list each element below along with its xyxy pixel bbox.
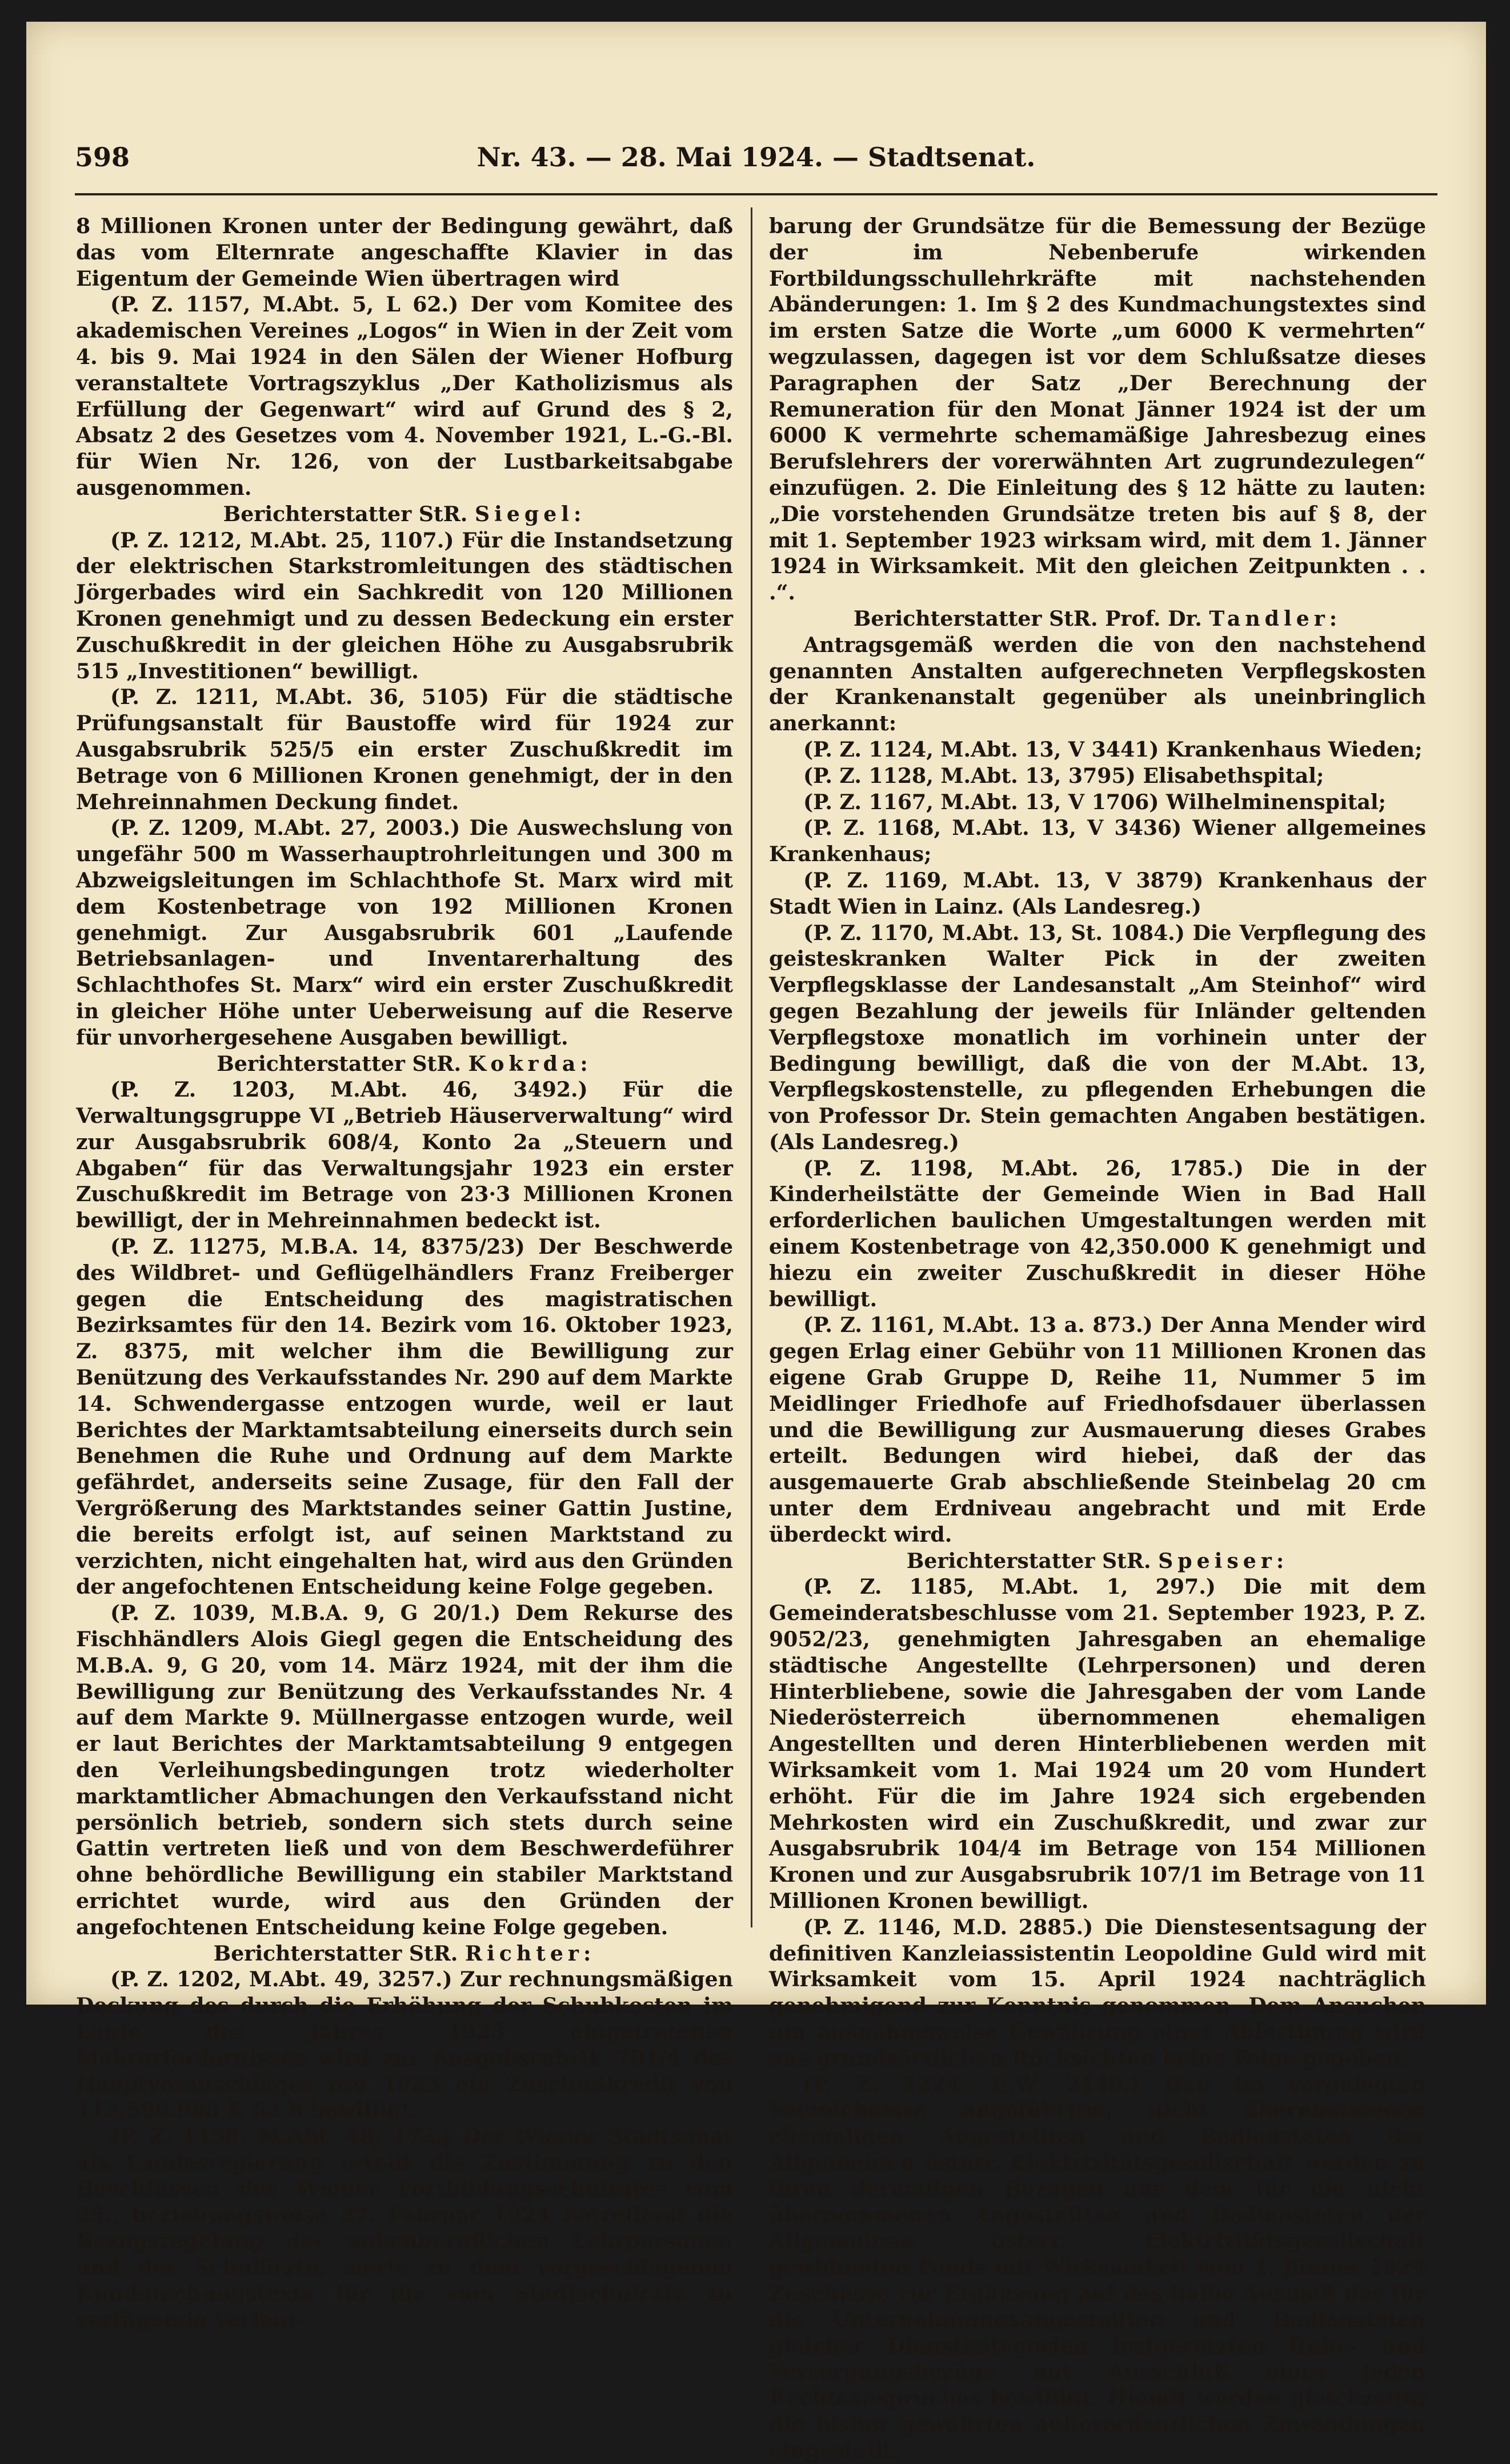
reporter-name: Siegel:	[475, 501, 586, 526]
paragraph: (P. Z. 1146, M.D. 2885.) Die Dienstesentsagung der definitiven Kanzleiassistentin Leopoldine Guld wird mit Wirksamkeit vom 15. April 1924 nachträglich genehmigend zur Kenntnis genommen. Dem Ansuchen um ausnahmsweise Gewährung einer Abfertigung wird aus grundsätzlichen Rücksichten keine Folge gegeben.	[769, 1914, 1426, 2070]
column-separator	[751, 207, 752, 1927]
paragraph: (P. Z. 1039, M.B.A. 9, G 20/1.) Dem Rekurse des Fischhändlers Alois Giegl gegen die Entscheidung des M.B.A. 9, G 20, vom 14. März 1924, mit der ihm die Bewilligung zur Benützung des Verkaufsstandes Nr. 4 auf dem Markte 9. Müllnergasse entzogen wurde, weil er laut Berichtes der Marktamtsabteilung 9 entgegen den Verleihungsbedingungen trotz wiederholter marktamtlicher Abmachungen den Verkaufsstand nicht persönlich betrieb, sondern sich stets durch seine Gattin vertreten ließ und von dem Beschwerdeführer ohne behördliche Bewilligung ein stabiler Marktstand errichtet wurde, wird aus den Gründen der angefochtenen Entscheidung keine Folge gegeben.	[76, 1601, 733, 1939]
reporter-heading	[769, 606, 1426, 632]
reporter-heading	[76, 1941, 733, 1967]
header-rule	[75, 193, 1437, 195]
reporter-label: Berichterstatter StR. Prof. Dr.	[853, 606, 1202, 631]
paragraph: (P. Z. 1168, M.Abt. 13, V 3436) Wiener allgemeines Krankenhaus;	[769, 815, 1426, 867]
left-column	[76, 213, 733, 2333]
newspaper-page	[26, 22, 1486, 2463]
paragraph: (P. Z. 1203, M.Abt. 46, 3492.) Für die Verwaltungsgruppe VI „Betrieb Häuserverwaltung“ wird zur Ausgabsrubrik 608/4, Konto 2a „Steuern und Abgaben“ für das Verwaltungsjahr 1923 ein erster Zuschußkredit im Betrage von 23·3 Millionen Kronen bewilligt, der in Mehreinnahmen bedeckt ist.	[76, 1077, 733, 1233]
paragraph: (P. Z. 1167, M.Abt. 13, V 1706) Wilhelminenspital;	[803, 789, 1386, 814]
reporter-label: Berichterstatter StR.	[217, 1051, 462, 1076]
paragraph: (P. Z. 1170, M.Abt. 13, St. 1084.) Die Verpflegung des geisteskranken Walter Pick in der zweiten Verpflegsklasse der Landesanstalt „Am Steinhof“ wird gegen Bezahlung der jeweils für Inländer geltenden Verpflegstoxe monatlich im vorhinein unter der Bedingung bewilligt, daß die von der M.Abt. 13, Verpflegskostenstelle, zu pflegenden Erhebungen die von Professor Dr. Stein gemachten Angaben bestätigen. (Als Landesreg.)	[769, 920, 1426, 1154]
right-column	[769, 213, 1426, 2464]
paragraph: (P. Z. 1185, M.Abt. 1, 297.) Die mit dem Gemeinderatsbeschlusse vom 21. September 1923, P. Z. 9052/23, genehmigten Jahresgaben an ehemalige städtische Angestellte (Lehrpersonen) und deren Hinterbliebene, sowie die Jahresgaben der vom Lande Niederösterreich übernommenen ehemaligen Angestellten und deren Hinterbliebenen werden mit Wirksamkeit vom 1. Mai 1924 um 20 vom Hundert erhöht. Für die im Jahre 1924 sich ergebenden Mehrkosten wird ein Zuschußkredit, und zwar zur Ausgabsrubrik 104/4 im Betrage von 154 Millionen Kronen und zur Ausgabsrubrik 107/1 im Betrage von 11 Millionen Kronen bewilligt.	[769, 1574, 1426, 1913]
reporter-heading	[76, 1051, 733, 1077]
reporter-label: Berichterstatter StR.	[213, 1941, 458, 1966]
paragraph: (P. Z. 1157, M.Abt. 5, L 62.) Der vom Komitee des akademischen Vereines „Logos“ in Wien in der Zeit vom 4. bis 9. Mai 1924 in den Sälen der Wiener Hofburg veranstaltete Vortragszyklus „Der Katholizismus als Erfüllung der Gegenwart“ wird auf Grund des § 2, Absatz 2 des Gesetzes vom 4. November 1921, L.-G.-Bl. für Wien Nr. 126, von der Lustbarkeitsabgabe ausgenommen.	[76, 292, 733, 500]
paragraph: (P. Z. 1202, M.Abt. 49, 3257.) Zur rechnungsmäßigen Deckung des durch die Erhöhung der Schubkosten im Laufe des Jahres 1923 eingetretenen Mehrerfordernisses wird zur Ausgabsrubrik 701/4 des Hauptvoranschlages pro 1923 ein Zuschußkredit von 112,590.988 K 62 h bewilligt.	[76, 1967, 733, 2123]
paragraph: Antragsgemäß werden die von den nachstehend genannten Anstalten aufgerechneten Verpflegskosten der Krankenanstalt gegenüber als uneinbringlich anerkannt:	[769, 632, 1426, 736]
reporter-heading	[769, 1548, 1426, 1574]
paragraph: (P. Z. 1212, M.Abt. 25, 1107.) Für die Instandsetzung der elektrischen Starkstromleitungen des städtischen Jörgerbades wird ein Sachkredit von 120 Millionen Kronen genehmigt und zu dessen Bedeckung ein erster Zuschußkredit in der gleichen Höhe zu Ausgabsrubrik 515 „Investitionen“ bewilligt.	[76, 527, 733, 683]
paragraph: (P. Z. 11275, M.B.A. 14, 8375/23) Der Beschwerde des Wildbret- und Geflügelhändlers Franz Freiberger gegen die Entscheidung des magistratischen Bezirksamtes für den 14. Bezirk vom 16. Oktober 1923, Z. 8375, mit welcher ihm die Bewilligung zur Benützung des Verkaufsstandes Nr. 290 auf dem Markte 14. Schwendergasse entzogen wurde, weil er laut Berichtes der Marktamtsabteilung einerseits durch sein Benehmen die Ruhe und Ordnung auf dem Markte gefährdet, anderseits seine Zusage, für den Fall der Vergrößerung des Marktstandes seiner Gattin Justine, die bereits erfolgt ist, auf seinen Marktstand zu verzichten, nicht eingehalten hat, wird aus den Gründen der angefochtenen Entscheidung keine Folge gegeben.	[76, 1234, 733, 1599]
paragraph: (P. Z. 1169, M.Abt. 13, V 3879) Krankenhaus der Stadt Wien in Lainz. (Als Landesreg.)	[769, 867, 1426, 919]
paragraph: barung der Grundsätze für die Bemessung der Bezüge der im Nebenberufe wirkenden Fortbildungsschullehrkräfte mit nachstehenden Abänderungen: 1. Im § 2 des Kundmachungstextes sind im ersten Satze die Worte „um 6000 K vermehrten“ wegzulassen, dagegen ist vor dem Schlußsatze dieses Paragraphen der Satz „Der Berechnung der Remuneration für den Monat Jänner 1924 ist der um 6000 K vermehrte schemamäßige Jahresbezug eines Berufslehrers der vorerwähnten Art zugrundezulegen“ einzufügen. 2. Die Einleitung des § 12 hätte zu lauten: „Die vorstehenden Grundsätze treten bis auf § 8, der mit 1. September 1923 wirksam wird, mit dem 1. Jänner 1924 in Wirksamkeit. Mit den gleichen Zeitpunkten . . .“.	[769, 214, 1426, 605]
paragraph: (P. Z. 1209, M.Abt. 27, 2003.) Die Auswechslung von ungefähr 500 m Wasserhauptrohrleitungen und 300 m Abzweigsleitungen im Schlachthofe St. Marx wird mit dem Kostenbetrage von 192 Millionen Kronen genehmigt. Zur Ausgabsrubrik 601 „Laufende Betriebsanlagen- und Inventarerhaltung des Schlachthofes St. Marx“ wird ein erster Zuschußkredit in gleicher Höhe unter Ueberweisung auf die Reserve für unvorhergesehene Ausgaben bewilligt.	[76, 815, 733, 1050]
page-number: 598	[75, 142, 130, 173]
paragraph: (P. Z. 1161, M.Abt. 13 a. 873.) Der Anna Mender wird gegen Erlag einer Gebühr von 11 Millionen Kronen das eigene Grab Gruppe D, Reihe 11, Nummer 5 im Meidlinger Friedhofe auf Friedhofsdauer überlassen und die Bewilligung zur Ausmauerung dieses Grabes erteilt. Bedungen wird hiebei, daß der das ausgemauerte Grab abschließende Steinbelag 20 cm unter dem Erdniveau angebracht und mit Erde überdeckt wird.	[769, 1313, 1426, 1547]
paragraph: 8 Millionen Kronen unter der Bedingung gewährt, daß das vom Elternrate angeschaffte Klavier in das Eigentum der Gemeinde Wien übertragen wird	[76, 214, 733, 291]
reporter-name: Speiser:	[1158, 1548, 1289, 1573]
reporter-name: Kokrda:	[468, 1051, 592, 1076]
paragraph: (P. Z. 1224, E.W. 2149.) Den im vorgelegten Verzeichnisse angeführten, nicht übernommenen ehemaligen Angestellten und Bediensteten der Allgemeinen österr. Elektrizitätsgesellschaft werden zu ihren dermaligen Bezügen aus dem für die nicht übernommenen Angestellten und Bediensteten der Allgemeinen österr. Elektrizitätsgesellschaft gewidmeten Fonds mit Wirksamkeit vom 1. Jänner 1924 Zuschüsse zur Ergänzung auf das halbe Ausmaß der für die Unternehmungsangestellten und -Bediensteten gleicher Dienstkategorien festgesetzten Ruhe- und Versorgungsbezüge mit Ausschluß eines jeden Rechtsanspruches bewilligt. Hiemit werden gleichzeitig die bisher gewährten außerordentlichen Zuwendungen eingestellt.	[769, 2071, 1426, 2463]
page-title: Nr. 43. — 28. Mai 1924. — Stadtsenat.	[476, 142, 1036, 173]
reporter-heading	[76, 501, 733, 527]
page-header	[75, 130, 1437, 182]
reporter-name: Richter:	[465, 1941, 596, 1966]
paragraph: (P. Z. 1211, M.Abt. 36, 5105) Für die städtische Prüfungsanstalt für Baustoffe wird für 1924 zur Ausgabsrubrik 525/5 ein erster Zuschußkredit im Betrage von 6 Millionen Kronen genehmigt, der in den Mehreinnahmen Deckung findet.	[76, 685, 733, 814]
paragraph: (P. Z. 1124, M.Abt. 13, V 3441) Krankenhaus Wieden;	[803, 737, 1423, 762]
paragraph: (P. Z. 1198, M.Abt. 26, 1785.) Die in der Kinderheilstätte der Gemeinde Wien in Bad Hall erforderlichen baulichen Umgestaltungen werden mit einem Kostenbetrage von 42,350.000 K genehmigt und hiezu ein zweiter Zuschußkredit in dieser Höhe bewilligt.	[769, 1155, 1426, 1311]
reporter-name: Tandler:	[1209, 606, 1342, 631]
reporter-label: Berichterstatter StR.	[906, 1548, 1151, 1573]
paragraph: (P. Z. 1128, M.Abt. 13, 3795) Elisabethspital;	[803, 763, 1324, 788]
paragraph: (P. Z. 1158, M.Abt. 48, 172.) Der Wiener Stadtsenat als Landesregierung erteilt die Zustimmung zu den Beschlüssen des Wiener Fortbildungsschulrates vom 25., beziehungsweise 27. Februar 1924 betreffend die Bezugsregelung der nebenberuflichen Lehrpersonen und der Schulärzte, sowie zu dem vorgeschlagenen Kundmachungstexte für die vom Stadtschulrate zu verfügende Verlaut-	[76, 2124, 733, 2332]
reporter-label: Berichterstatter StR.	[223, 501, 468, 526]
